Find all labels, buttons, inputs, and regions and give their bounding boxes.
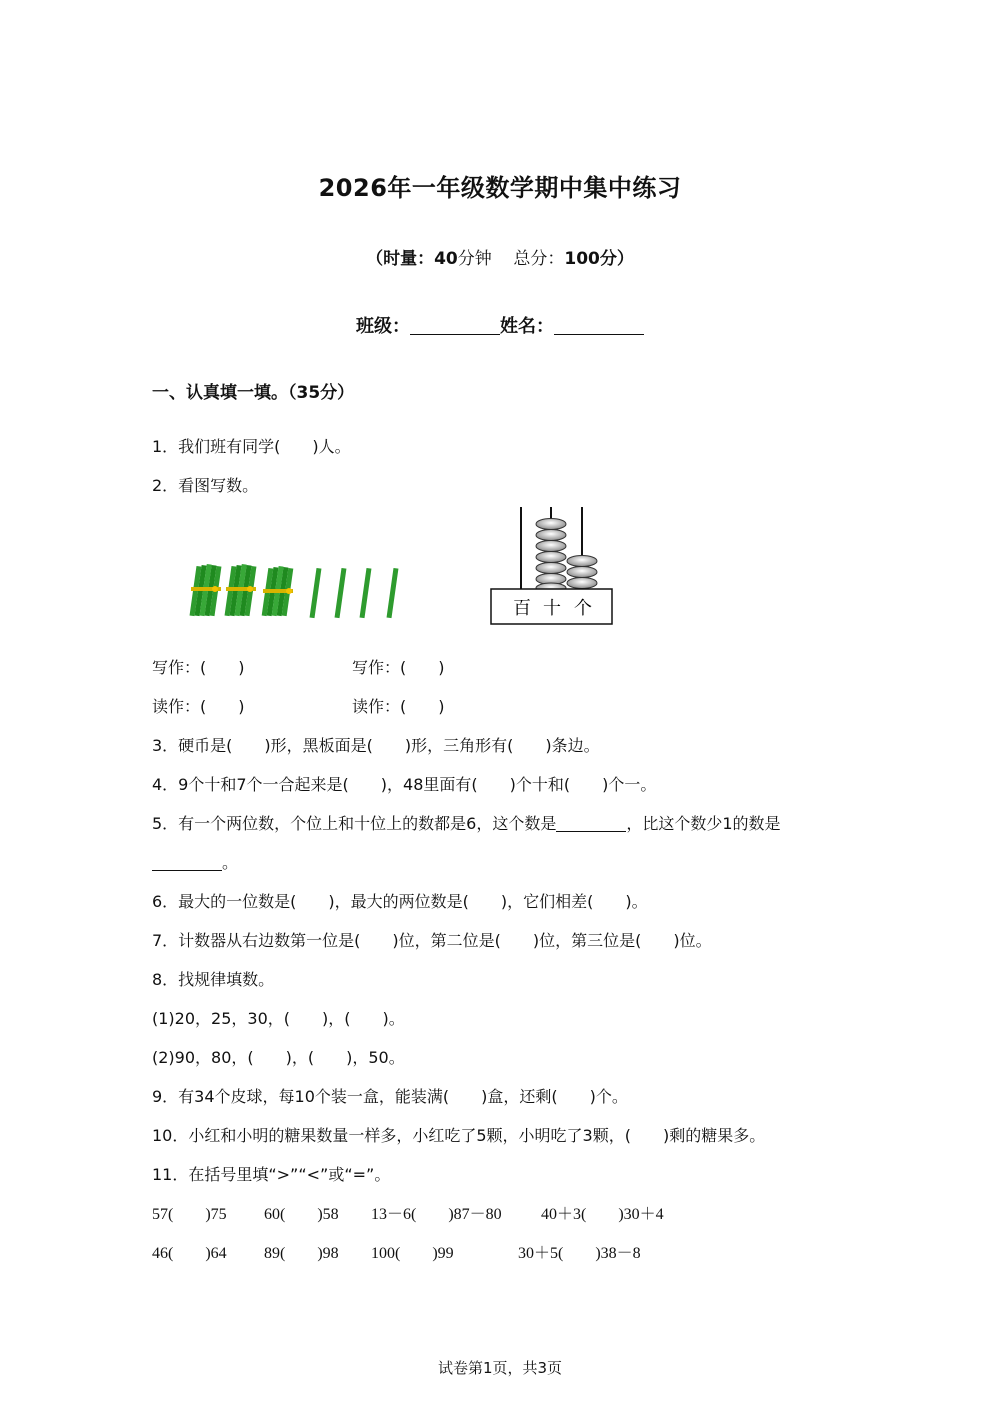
page-footer: 试卷第1页，共3页 (437, 1359, 563, 1377)
question-9: 9．有34个皮球，每10个装一盒，能装满( )盒，还剩( )个。 (152, 1087, 628, 1106)
section-heading: 一、认真填一填。（35分） (152, 383, 355, 403)
question-5-text-c: 。 (222, 853, 239, 872)
time-unit: 分钟 (457, 249, 492, 269)
compare-row-2-item: 100( )99 (371, 1245, 454, 1262)
question-8: 8．找规律填数。 (152, 970, 275, 989)
class-blank[interactable] (410, 318, 500, 335)
question-1: 1．我们班有同学( )人。 (152, 437, 351, 456)
question-4: 4．9个十和7个一合起来是( )，48里面有( )个十和( )个一。 (152, 775, 657, 794)
abacus-label-hundreds: 百 (513, 598, 531, 619)
read-answer-right: 读作：( ) (352, 697, 445, 716)
class-name-line (0, 312, 1000, 338)
abacus-label-tens: 十 (543, 598, 561, 619)
time-label: （时量： (366, 249, 435, 269)
read-answer-left: 读作：( ) (152, 697, 245, 716)
abacus-illustration (488, 505, 618, 627)
question-10: 10．小红和小明的糖果数量一样多，小红吃了5颗，小明吃了3颗，( )剩的糖果多。 (152, 1126, 766, 1145)
question-5-continued (152, 850, 238, 873)
question-5-text-a: 5．有一个两位数，个位上和十位上的数都是6，这个数是 (152, 814, 557, 833)
time-minutes: 40 (434, 249, 458, 269)
single-stick (387, 568, 399, 618)
compare-row-1-item: 60( )58 (264, 1206, 339, 1223)
compare-row-1-item: 57( )75 (152, 1206, 227, 1223)
tens-beads (536, 519, 566, 594)
compare-row-1-item: 40＋3( )30＋4 (541, 1206, 664, 1223)
stick-bundle-1 (190, 564, 222, 616)
single-stick (310, 568, 322, 618)
question-5-blank-1[interactable] (556, 817, 626, 832)
total-score: 100 (564, 249, 600, 269)
question-5 (152, 811, 781, 834)
stick-bundle-3 (262, 566, 294, 616)
stick-bundle-2 (225, 564, 257, 616)
single-stick (335, 568, 347, 618)
write-answer-left: 写作：( ) (152, 658, 245, 677)
question-6: 6．最大的一位数是( )，最大的两位数是( )，它们相差( )。 (152, 892, 648, 911)
total-unit: 分） (599, 249, 634, 269)
question-5-blank-2[interactable] (152, 856, 222, 871)
class-label: 班级： (356, 316, 410, 337)
question-8-part-2: (2)90，80，( )，( )，50。 (152, 1048, 405, 1067)
abacus-label-ones: 个 (574, 598, 592, 619)
question-2: 2．看图写数。 (152, 476, 259, 495)
question-11: 11．在括号里填“>”“<”或“=”。 (152, 1165, 391, 1184)
question-5-text-b: ，比这个数少1的数是 (626, 814, 781, 833)
question-7: 7．计数器从右边数第一位是( )位，第二位是( )位，第三位是( )位。 (152, 931, 712, 950)
single-stick (360, 568, 372, 618)
sticks-illustration (185, 560, 410, 622)
name-blank[interactable] (554, 318, 644, 335)
name-label: 姓名： (500, 316, 554, 337)
exam-info (0, 244, 1000, 269)
page-title: 2026年一年级数学期中集中练习 (318, 174, 682, 202)
compare-row-2-item: 89( )98 (264, 1245, 339, 1262)
question-3: 3．硬币是( )形，黑板面是( )形，三角形有( )条边。 (152, 736, 600, 755)
compare-row-2-item: 46( )64 (152, 1245, 227, 1262)
write-answer-right: 写作：( ) (352, 658, 445, 677)
ones-beads (567, 556, 597, 589)
question-8-part-1: (1)20，25，30，( )，( )。 (152, 1009, 405, 1028)
compare-row-2-item: 30＋5( )38－8 (518, 1245, 641, 1262)
compare-row-1-item: 13－6( )87－80 (371, 1206, 502, 1223)
total-label: 总分： (513, 249, 565, 269)
